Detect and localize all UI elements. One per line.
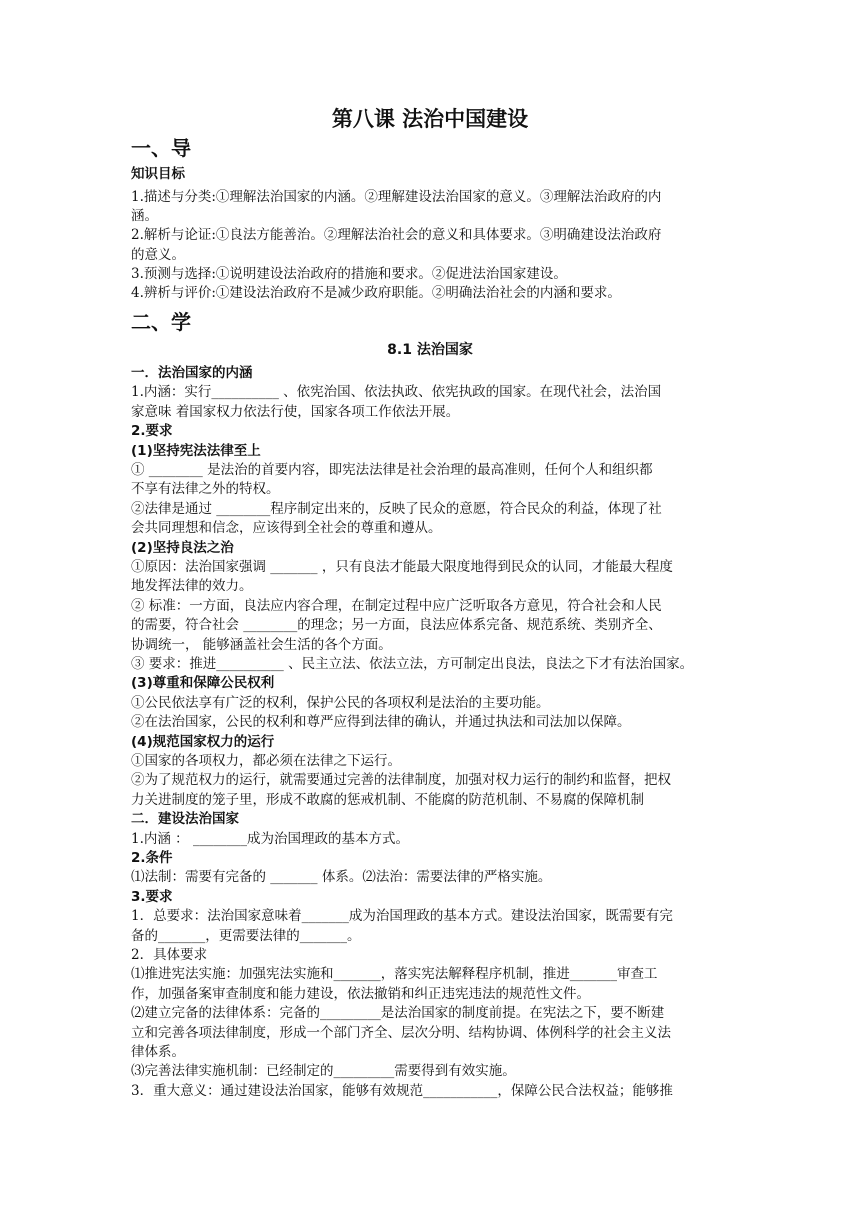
body-line: 立和完善各项法律制度，形成一个部门齐全、层次分明、结构协调、体例科学的社会主义法 [131, 1024, 671, 1041]
body-line: ②法律是通过 ________程序制定出来的，反映了民众的意愿，符合民众的利益，体现了社 [131, 500, 662, 517]
body-heading: 3.要求 [131, 888, 173, 905]
goal-line: 涵。 [131, 208, 158, 225]
goal-line: 4.辨析与评价:①建设法治政府不是减少政府职能。②明确法治社会的内涵和要求。 [131, 285, 621, 301]
section-heading-study: 二、学 [131, 310, 191, 334]
body-heading: (2)坚持良法之治 [131, 539, 234, 556]
body-line: 律体系。 [131, 1044, 185, 1060]
body-line: ⑴法制：需要有完备的 _______ 体系。⑵法治：需要法律的严格实施。 [131, 869, 552, 886]
body-heading: (3)尊重和保障公民权利 [131, 675, 275, 692]
body-line: ② 标准：一方面，良法应内容合理，在制定过程中应广泛听取各方意见，符合社会和人民 [131, 597, 662, 614]
body-line: 备的_______，更需要法律的_______。 [131, 927, 361, 944]
body-line: 的需要，符合社会 ________的理念；另一方面，良法应体系完备、规范系统、类别齐全、 [131, 617, 662, 634]
body-line: 协调统一， 能够涵盖社会生活的各个方面。 [131, 636, 392, 653]
goals-heading: 知识目标 [131, 166, 185, 182]
body-heading: (1)坚持宪法法律至上 [131, 442, 261, 459]
body-line: ①原因：法治国家强调 _______ ，只有良法才能最大限度地得到民众的认同，才能最大程度 [131, 559, 673, 575]
goal-line: 1.描述与分类:①理解法治国家的内涵。②理解建设法治国家的意义。③理解法治政府的内 [131, 189, 662, 205]
body-line: ③ 要求：推进__________ 、民主立法、依法立法，方可制定出良法，良法之下才有法治国家。 [131, 656, 694, 672]
body-line: 1.内涵：实行__________ 、依宪治国、依法执政、依宪执政的国家。在现代社会，法治国 [131, 384, 662, 401]
body-line: ⑵建立完备的法律体系：完备的_________是法治国家的制度前提。在宪法之下，要不断建 [131, 1005, 665, 1022]
body-line: 1．总要求：法治国家意味着_______成为治国理政的基本方式。建设法治国家，既需要有完 [131, 908, 673, 925]
body-line: 不享有法律之外的特权。 [131, 481, 280, 498]
body-line: ②在法治国家，公民的权利和尊严应得到法律的确认，并通过执法和司法加以保障。 [131, 714, 631, 731]
body-line: ①国家的各项权力，都必须在法律之下运行。 [131, 753, 401, 769]
body-heading: 2.要求 [131, 423, 173, 440]
section-heading-guide: 一、导 [131, 136, 191, 160]
body-heading: (4)规范国家权力的运行 [131, 733, 275, 750]
body-line: ⑴推进宪法实施：加强宪法实施和_______，落实宪法解释程序机制，推进_______审查工 [131, 966, 658, 983]
body-line: ①公民依法享有广泛的权利，保护公民的各项权利是法治的主要功能。 [131, 694, 550, 711]
goal-line: 2.解析与论证:①良法方能善治。②理解法治社会的意义和具体要求。③明确建设法治政府 [131, 227, 662, 244]
body-heading: 二．建设法治国家 [131, 811, 239, 828]
lesson-subtitle: 8.1 法治国家 [387, 342, 473, 358]
body-line: 会共同理想和信念，应该得到全社会的尊重和遵从。 [131, 520, 442, 537]
body-line: 1.内涵 ： ________成为治国理政的基本方式。 [131, 830, 409, 847]
body-line: 力关进制度的笼子里，形成不敢腐的惩戒机制、不能腐的防范机制、不易腐的保障机制 [131, 791, 644, 808]
body-line: 2．具体要求 [131, 947, 208, 963]
body-line: ① ________ 是法治的首要内容，即宪法法律是社会治理的最高准则，任何个人和组织都 [131, 462, 653, 478]
goal-line: 3.预测与选择:①说明建设法治政府的措施和要求。②促进法治国家建设。 [131, 265, 567, 282]
body-line: 3．重大意义：通过建设法治国家，能够有效规范___________，保障公民合法权益；能够推 [131, 1082, 673, 1099]
body-line: 作，加强备案审查制度和能力建设，依法撤销和纠正违宪违法的规范性文件。 [131, 985, 590, 1002]
body-line: ⑶完善法律实施机制：已经制定的_________需要得到有效实施。 [131, 1063, 516, 1080]
body-line: 家意味 着国家权力依法行使，国家各项工作依法开展。 [131, 403, 460, 420]
body-heading: 2.条件 [131, 850, 173, 866]
goal-line: 的意义。 [131, 246, 185, 263]
page-title: 第八课 法治中国建设 [331, 107, 529, 131]
body-line: ②为了规范权力的运行，就需要通过完善的法律制度，加强对权力运行的制约和监督，把权 [131, 772, 671, 789]
body-line: 地发挥法律的效力。 [131, 578, 253, 595]
body-heading: 一．法治国家的内涵 [131, 365, 253, 381]
